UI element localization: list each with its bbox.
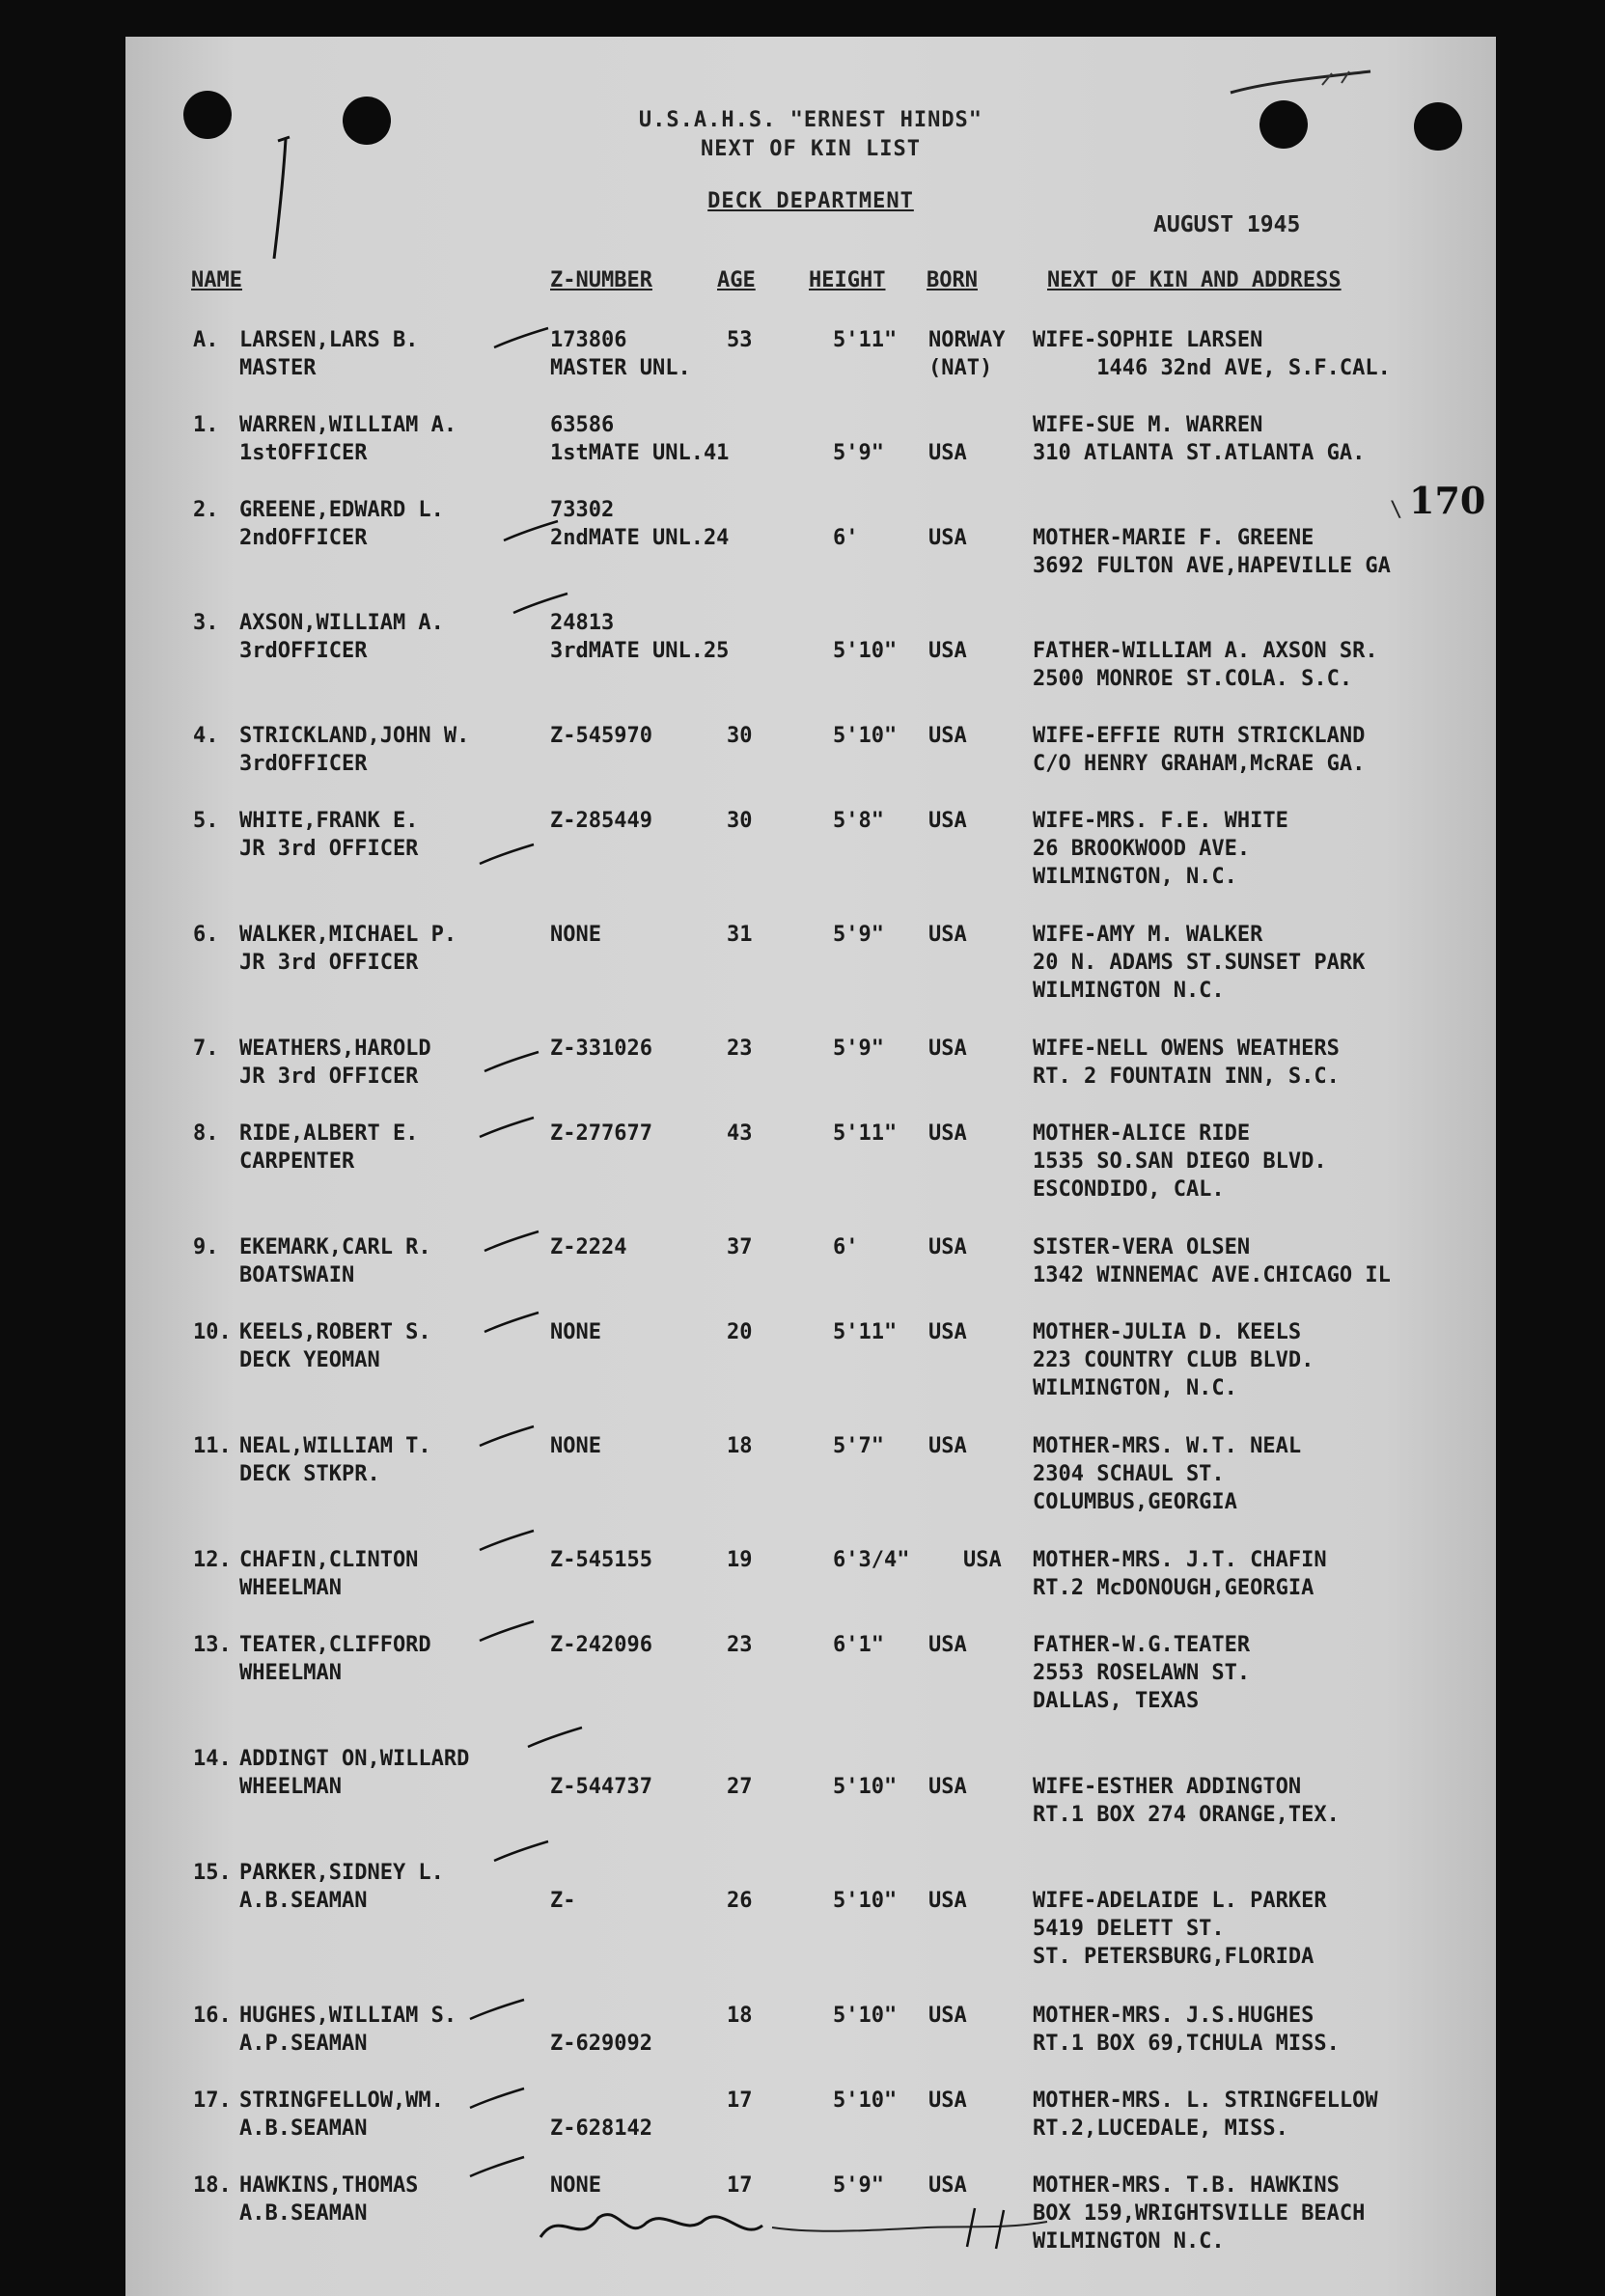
table-row — [125, 923, 1496, 1029]
row-number: 7. — [193, 1037, 219, 1061]
height: 5'11" — [833, 1121, 898, 1146]
height: 5'10" — [833, 639, 898, 663]
row-number: 9. — [193, 1235, 219, 1259]
check-mark-icon — [468, 1998, 526, 2023]
kin-address: 1535 SO.SAN DIEGO BLVD. — [1033, 1149, 1327, 1174]
z-number: 173806 — [550, 328, 627, 352]
kin-relation: MOTHER-ALICE RIDE — [1033, 1121, 1251, 1146]
crew-name: HUGHES,WILLIAM S. — [239, 2004, 457, 2028]
crew-rating: JR 3rd OFFICER — [239, 1065, 419, 1089]
born: USA — [928, 1633, 967, 1657]
crew-name: AXSON,WILLIAM A. — [239, 611, 444, 635]
department-title: DECK DEPARTMENT — [707, 189, 914, 213]
table-row — [125, 583, 1496, 689]
crew-rating: JR 3rd OFFICER — [239, 837, 419, 861]
age: 18 — [727, 1434, 753, 1458]
crew-rating: 3rdOFFICER — [239, 752, 368, 776]
kin-relation: MOTHER-MRS. J.T. CHAFIN — [1033, 1548, 1327, 1572]
kin-relation: WIFE-AMY M. WALKER — [1033, 923, 1263, 947]
z-number: Z-285449 — [550, 809, 652, 833]
kin-city: ESCONDIDO, CAL. — [1033, 1177, 1225, 1202]
column-next-of-kin: NEXT OF KIN AND ADDRESS — [1047, 268, 1342, 292]
crew-rating: DECK YEOMAN — [239, 1348, 380, 1372]
height: 6'3/4" — [833, 1548, 910, 1572]
age: 30 — [727, 724, 753, 748]
born: USA — [963, 1548, 1002, 1572]
check-mark-icon — [478, 1529, 536, 1554]
row-number: 18. — [193, 2173, 232, 2198]
row-number: 14. — [193, 1747, 232, 1771]
crew-rating: CARPENTER — [239, 1149, 355, 1174]
table-row — [125, 1320, 1496, 1426]
born: USA — [928, 923, 967, 947]
crew-rating: A.B.SEAMAN — [239, 2116, 368, 2141]
kin-address: 26 BROOKWOOD AVE. — [1033, 837, 1251, 861]
row-number: 17. — [193, 2089, 232, 2113]
check-mark-icon — [512, 592, 569, 617]
kin-address: 223 COUNTRY CLUB BLVD. — [1033, 1348, 1314, 1372]
z-number: NONE — [550, 923, 601, 947]
license: 2ndMATE UNL.24 — [550, 526, 730, 550]
height: 5'10" — [833, 1889, 898, 1913]
z-number: Z-331026 — [550, 1037, 652, 1061]
kin-address: 1342 WINNEMAC AVE.CHICAGO IL — [1033, 1263, 1391, 1287]
kin-address: 2553 ROSELAWN ST. — [1033, 1661, 1251, 1685]
kin-relation: FATHER-WILLIAM A. AXSON SR. — [1033, 639, 1378, 663]
document-date: AUGUST 1945 — [1153, 212, 1301, 237]
check-mark-icon — [468, 2087, 526, 2112]
born: USA — [928, 1121, 967, 1146]
height: 5'11" — [833, 328, 898, 352]
handwritten-scrawl — [1226, 66, 1380, 98]
height: 5'10" — [833, 2089, 898, 2113]
crew-rating: WHEELMAN — [239, 1576, 342, 1600]
kin-address: RT.2 McDONOUGH,GEORGIA — [1033, 1576, 1314, 1600]
column-height: HEIGHT — [809, 268, 886, 292]
crew-rating: A.P.SEAMAN — [239, 2032, 368, 2056]
check-mark-icon — [483, 1230, 540, 1255]
row-number: 11. — [193, 1434, 232, 1458]
crew-name: WHITE,FRANK E. — [239, 809, 419, 833]
license: 1stMATE UNL.41 — [550, 441, 730, 465]
height: 5'8" — [833, 809, 884, 833]
kin-relation: FATHER-W.G.TEATER — [1033, 1633, 1251, 1657]
handwritten-signature — [521, 2199, 1062, 2256]
age: 31 — [727, 923, 753, 947]
kin-city: DALLAS, TEXAS — [1033, 1689, 1200, 1713]
kin-address: 2304 SCHAUL ST. — [1033, 1462, 1225, 1486]
z-number: Z-2224 — [550, 1235, 627, 1259]
height: 6' — [833, 526, 859, 550]
column-born: BORN — [927, 268, 978, 292]
crew-rating: A.B.SEAMAN — [239, 1889, 368, 1913]
kin-city: COLUMBUS,GEORGIA — [1033, 1490, 1237, 1514]
kin-relation: MOTHER-MARIE F. GREENE — [1033, 526, 1314, 550]
crew-rating: 2ndOFFICER — [239, 526, 368, 550]
crew-name: CHAFIN,CLINTON — [239, 1548, 419, 1572]
z-number: 73302 — [550, 498, 615, 522]
age: 43 — [727, 1121, 753, 1146]
crew-name: ADDINGT ON,WILLARD — [239, 1747, 470, 1771]
kin-city: WILMINGTON N.C. — [1033, 2229, 1225, 2254]
row-number: 8. — [193, 1121, 219, 1146]
kin-relation: WIFE-MRS. F.E. WHITE — [1033, 809, 1288, 833]
born: USA — [928, 441, 967, 465]
check-mark-icon — [526, 1726, 584, 1751]
born: USA — [928, 639, 967, 663]
born: USA — [928, 1037, 967, 1061]
born: USA — [928, 526, 967, 550]
column-age: AGE — [717, 268, 756, 292]
z-number: NONE — [550, 1434, 601, 1458]
table-row — [125, 1633, 1496, 1739]
height: 5'9" — [833, 2173, 884, 2198]
crew-rating: WHEELMAN — [239, 1775, 342, 1799]
table-row — [125, 1434, 1496, 1540]
born-note: (NAT) — [928, 356, 993, 380]
table-row — [125, 1121, 1496, 1228]
check-mark-icon — [478, 1619, 536, 1645]
born: USA — [928, 809, 967, 833]
check-mark-icon — [492, 1840, 550, 1865]
kin-address: RT.1 BOX 69,TCHULA MISS. — [1033, 2032, 1340, 2056]
kin-relation: WIFE-ESTHER ADDINGTON — [1033, 1775, 1302, 1799]
crew-name: PARKER,SIDNEY L. — [239, 1861, 444, 1885]
column-name: NAME — [191, 268, 242, 292]
z-number: NONE — [550, 2173, 601, 2198]
kin-relation: WIFE-SUE M. WARREN — [1033, 413, 1263, 437]
crew-rating: MASTER — [239, 356, 317, 380]
z-number: Z-628142 — [550, 2116, 652, 2141]
crew-rating: 1stOFFICER — [239, 441, 368, 465]
height: 5'11" — [833, 1320, 898, 1344]
kin-address: RT.1 BOX 274 ORANGE,TEX. — [1033, 1803, 1340, 1827]
table-row — [125, 809, 1496, 915]
kin-address: 3692 FULTON AVE,HAPEVILLE GA — [1033, 554, 1391, 578]
row-number: 12. — [193, 1548, 232, 1572]
age: 53 — [727, 328, 753, 352]
crew-name: TEATER,CLIFFORD — [239, 1633, 431, 1657]
kin-city: ST. PETERSBURG,FLORIDA — [1033, 1945, 1314, 1969]
age: 26 — [727, 1889, 753, 1913]
crew-rating: JR 3rd OFFICER — [239, 951, 419, 975]
height: 5'9" — [833, 441, 884, 465]
row-number: 15. — [193, 1861, 232, 1885]
crew-rating: 3rdOFFICER — [239, 639, 368, 663]
kin-city: WILMINGTON, N.C. — [1033, 865, 1237, 889]
height: 5'10" — [833, 724, 898, 748]
kin-relation: WIFE-ADELAIDE L. PARKER — [1033, 1889, 1327, 1913]
row-number: 3. — [193, 611, 219, 635]
age: 37 — [727, 1235, 753, 1259]
height: 5'9" — [833, 923, 884, 947]
age: 27 — [727, 1775, 753, 1799]
kin-city: WILMINGTON, N.C. — [1033, 1376, 1237, 1400]
born: USA — [928, 724, 967, 748]
ship-name: U.S.A.H.S. "ERNEST HINDS" — [638, 108, 983, 132]
kin-relation: MOTHER-MRS. L. STRINGFELLOW — [1033, 2089, 1378, 2113]
column-znumber: Z-NUMBER — [550, 268, 652, 292]
born: USA — [928, 1235, 967, 1259]
row-number: 5. — [193, 809, 219, 833]
height: 6' — [833, 1235, 859, 1259]
age: 23 — [727, 1037, 753, 1061]
check-mark-icon — [492, 326, 550, 351]
license: 3rdMATE UNL.25 — [550, 639, 730, 663]
kin-relation: WIFE-NELL OWENS WEATHERS — [1033, 1037, 1340, 1061]
height: 5'10" — [833, 1775, 898, 1799]
kin-address: 5419 DELETT ST. — [1033, 1917, 1225, 1941]
kin-address: 1446 32nd AVE, S.F.CAL. — [1033, 356, 1391, 380]
row-number: A. — [193, 328, 219, 352]
kin-address: RT.2,LUCEDALE, MISS. — [1033, 2116, 1288, 2141]
crew-name: KEELS,ROBERT S. — [239, 1320, 431, 1344]
row-number: 4. — [193, 724, 219, 748]
document-page — [125, 37, 1496, 2296]
born: USA — [928, 1889, 967, 1913]
row-number: 2. — [193, 498, 219, 522]
handwritten-mark: \ — [1390, 498, 1403, 522]
born: USA — [928, 1775, 967, 1799]
crew-name: STRINGFELLOW,WM. — [239, 2089, 444, 2113]
crew-name: WALKER,MICHAEL P. — [239, 923, 457, 947]
kin-address: C/O HENRY GRAHAM,McRAE GA. — [1033, 752, 1366, 776]
crew-name: EKEMARK,CARL R. — [239, 1235, 431, 1259]
age: 17 — [727, 2089, 753, 2113]
kin-address: 2500 MONROE ST.COLA. S.C. — [1033, 667, 1353, 691]
crew-name: GREENE,EDWARD L. — [239, 498, 444, 522]
born: USA — [928, 2173, 967, 2198]
row-number: 16. — [193, 2004, 232, 2028]
crew-name: NEAL,WILLIAM T. — [239, 1434, 431, 1458]
z-number: Z- — [550, 1889, 576, 1913]
born: USA — [928, 2004, 967, 2028]
crew-rating: A.B.SEAMAN — [239, 2201, 368, 2226]
check-mark-icon — [478, 1425, 536, 1450]
crew-rating: WHEELMAN — [239, 1661, 342, 1685]
crew-name: WEATHERS,HAROLD — [239, 1037, 431, 1061]
kin-address: BOX 159,WRIGHTSVILLE BEACH — [1033, 2201, 1366, 2226]
handwritten-page-number: 170 — [1409, 479, 1486, 522]
age: 18 — [727, 2004, 753, 2028]
check-mark-icon — [483, 1311, 540, 1336]
kin-address: 310 ATLANTA ST.ATLANTA GA. — [1033, 441, 1366, 465]
check-mark-icon — [468, 2155, 526, 2180]
kin-city: WILMINGTON N.C. — [1033, 979, 1225, 1003]
z-number: Z-629092 — [550, 2032, 652, 2056]
row-number: 13. — [193, 1633, 232, 1657]
list-title: NEXT OF KIN LIST — [701, 137, 921, 161]
crew-name: STRICKLAND,JOHN W. — [239, 724, 470, 748]
born: USA — [928, 1434, 967, 1458]
born: USA — [928, 1320, 967, 1344]
z-number: Z-277677 — [550, 1121, 652, 1146]
license: MASTER UNL. — [550, 356, 691, 380]
row-number: 6. — [193, 923, 219, 947]
z-number: Z-242096 — [550, 1633, 652, 1657]
kin-relation: SISTER-VERA OLSEN — [1033, 1235, 1251, 1259]
born: NORWAY — [928, 328, 1006, 352]
height: 6'1" — [833, 1633, 884, 1657]
crew-name: LARSEN,LARS B. — [239, 328, 419, 352]
crew-name: WARREN,WILLIAM A. — [239, 413, 457, 437]
check-mark-icon — [502, 519, 560, 544]
crew-name: RIDE,ALBERT E. — [239, 1121, 419, 1146]
kin-address: 20 N. ADAMS ST.SUNSET PARK — [1033, 951, 1366, 975]
z-number: NONE — [550, 1320, 601, 1344]
row-number: 10. — [193, 1320, 232, 1344]
age: 30 — [727, 809, 753, 833]
z-number: Z-544737 — [550, 1775, 652, 1799]
z-number: 24813 — [550, 611, 615, 635]
age: 19 — [727, 1548, 753, 1572]
z-number: 63586 — [550, 413, 615, 437]
kin-relation: MOTHER-MRS. W.T. NEAL — [1033, 1434, 1302, 1458]
table-row — [125, 1861, 1496, 1986]
age: 23 — [727, 1633, 753, 1657]
height: 5'10" — [833, 2004, 898, 2028]
kin-relation: MOTHER-MRS. T.B. HAWKINS — [1033, 2173, 1340, 2198]
kin-relation: MOTHER-MRS. J.S.HUGHES — [1033, 2004, 1314, 2028]
crew-rating: BOATSWAIN — [239, 1263, 355, 1287]
z-number: Z-545970 — [550, 724, 652, 748]
check-mark-icon — [483, 1050, 540, 1075]
kin-relation: WIFE-SOPHIE LARSEN — [1033, 328, 1263, 352]
z-number: Z-545155 — [550, 1548, 652, 1572]
kin-relation: WIFE-EFFIE RUTH STRICKLAND — [1033, 724, 1366, 748]
born: USA — [928, 2089, 967, 2113]
age: 17 — [727, 2173, 753, 2198]
crew-rating: DECK STKPR. — [239, 1462, 380, 1486]
height: 5'7" — [833, 1434, 884, 1458]
kin-relation: MOTHER-JULIA D. KEELS — [1033, 1320, 1302, 1344]
table-row — [125, 1747, 1496, 1853]
check-mark-icon — [478, 843, 536, 868]
crew-name: HAWKINS,THOMAS — [239, 2173, 419, 2198]
kin-address: RT. 2 FOUNTAIN INN, S.C. — [1033, 1065, 1340, 1089]
check-mark-icon — [478, 1116, 536, 1141]
row-number: 1. — [193, 413, 219, 437]
age: 20 — [727, 1320, 753, 1344]
height: 5'9" — [833, 1037, 884, 1061]
